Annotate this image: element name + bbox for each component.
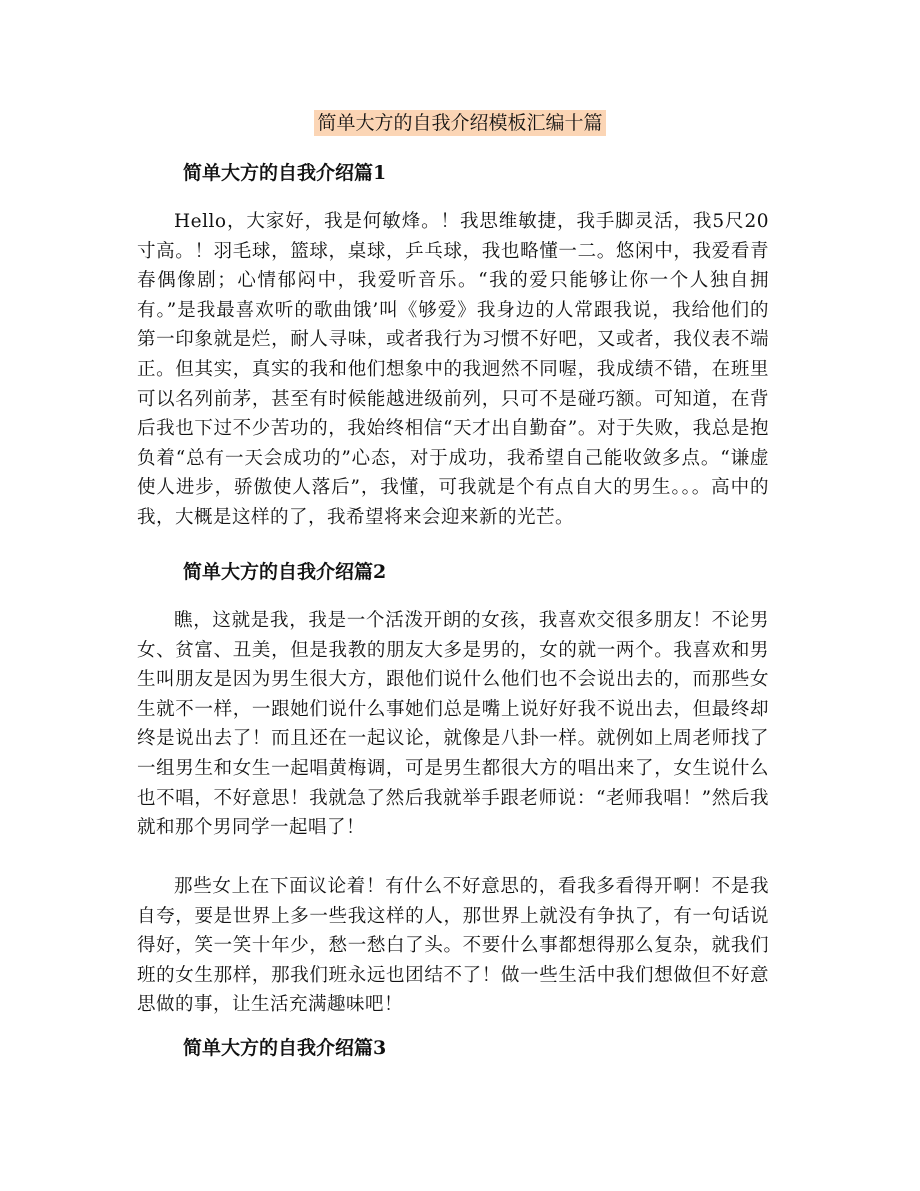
document-title bbox=[0, 108, 920, 138]
document-title-text: 简单大方的自我介绍模板汇编十篇 bbox=[314, 110, 605, 136]
section-2-paragraph-2: 那些女上在下面议论着！有什么不好意思的，看我多看得开啊！不是我自夸，要是世界上多一些我这样的人，那世界上就没有争执了，有一句话说得好，笑一笑十年少，愁一愁白了头。不要什么事都想得那么复杂，就我们班的女生那样，那我们班永远也团结不了！做一些生活中我们想做但不好意思做的事，让生活充满趣味吧！ bbox=[137, 876, 769, 1016]
section-heading-2: 简单大方的自我介绍篇2 bbox=[183, 561, 387, 583]
section-1-paragraph-1: Hello，大家好，我是何敏烽。！我思维敏捷，我手脚灵活，我5尺20寸高。！羽毛球，篮球，桌球，乒乓球，我也略懂一二。悠闲中，我爱看青春偶像剧；心情郁闷中，我爱听音乐。“我的爱只能够让你一个人独自拥有。”是我最喜欢听的歌曲饿’叫《够爱》我身边的人常跟我说，我给他们的第一印象就是烂，耐人寻味，或者我行为习惯不好吧，又或者，我仪表不端正。但其实，真实的我和他们想象中的我迥然不同喔，我成绩不错，在班里可以名列前茅，甚至有时候能越进级前列，只可不是碰巧额。可知道，在背后我也下过不少苦功的，我始终相信“天才出自勤奋”。对于失败，我总是抱负着“总有一天会成功的”心态，对于成功，我希望自己能收敛多点。“谦虚使人进步，骄傲使人落后”，我懂，可我就是个有点自大的男生。。。高中的我，大概是这样的了，我希望将来会迎来新的光芒。 bbox=[137, 211, 769, 528]
section-heading-1: 简单大方的自我介绍篇1 bbox=[183, 162, 387, 184]
section-2-paragraph-1: 瞧，这就是我，我是一个活泼开朗的女孩，我喜欢交很多朋友！不论男女、贫富、丑美，但是我教的朋友大多是男的，女的就一两个。我喜欢和男生叫朋友是因为男生很大方，跟他们说什么他们也不会说出去的，而那些女生就不一样，一跟她们说什么事她们总是嘴上说好好我不说出去，但最终却终是说出去了！而且还在一起议论，就像是八卦一样。就例如上周老师找了一组男生和女生一起唱黄梅调，可是男生都很大方的唱出来了，女生说什么也不唱，不好意思！我就急了然后我就举手跟老师说：“老师我唱！”然后我就和那个男同学一起唱了！ bbox=[137, 610, 769, 839]
section-heading-3: 简单大方的自我介绍篇3 bbox=[183, 1037, 387, 1059]
